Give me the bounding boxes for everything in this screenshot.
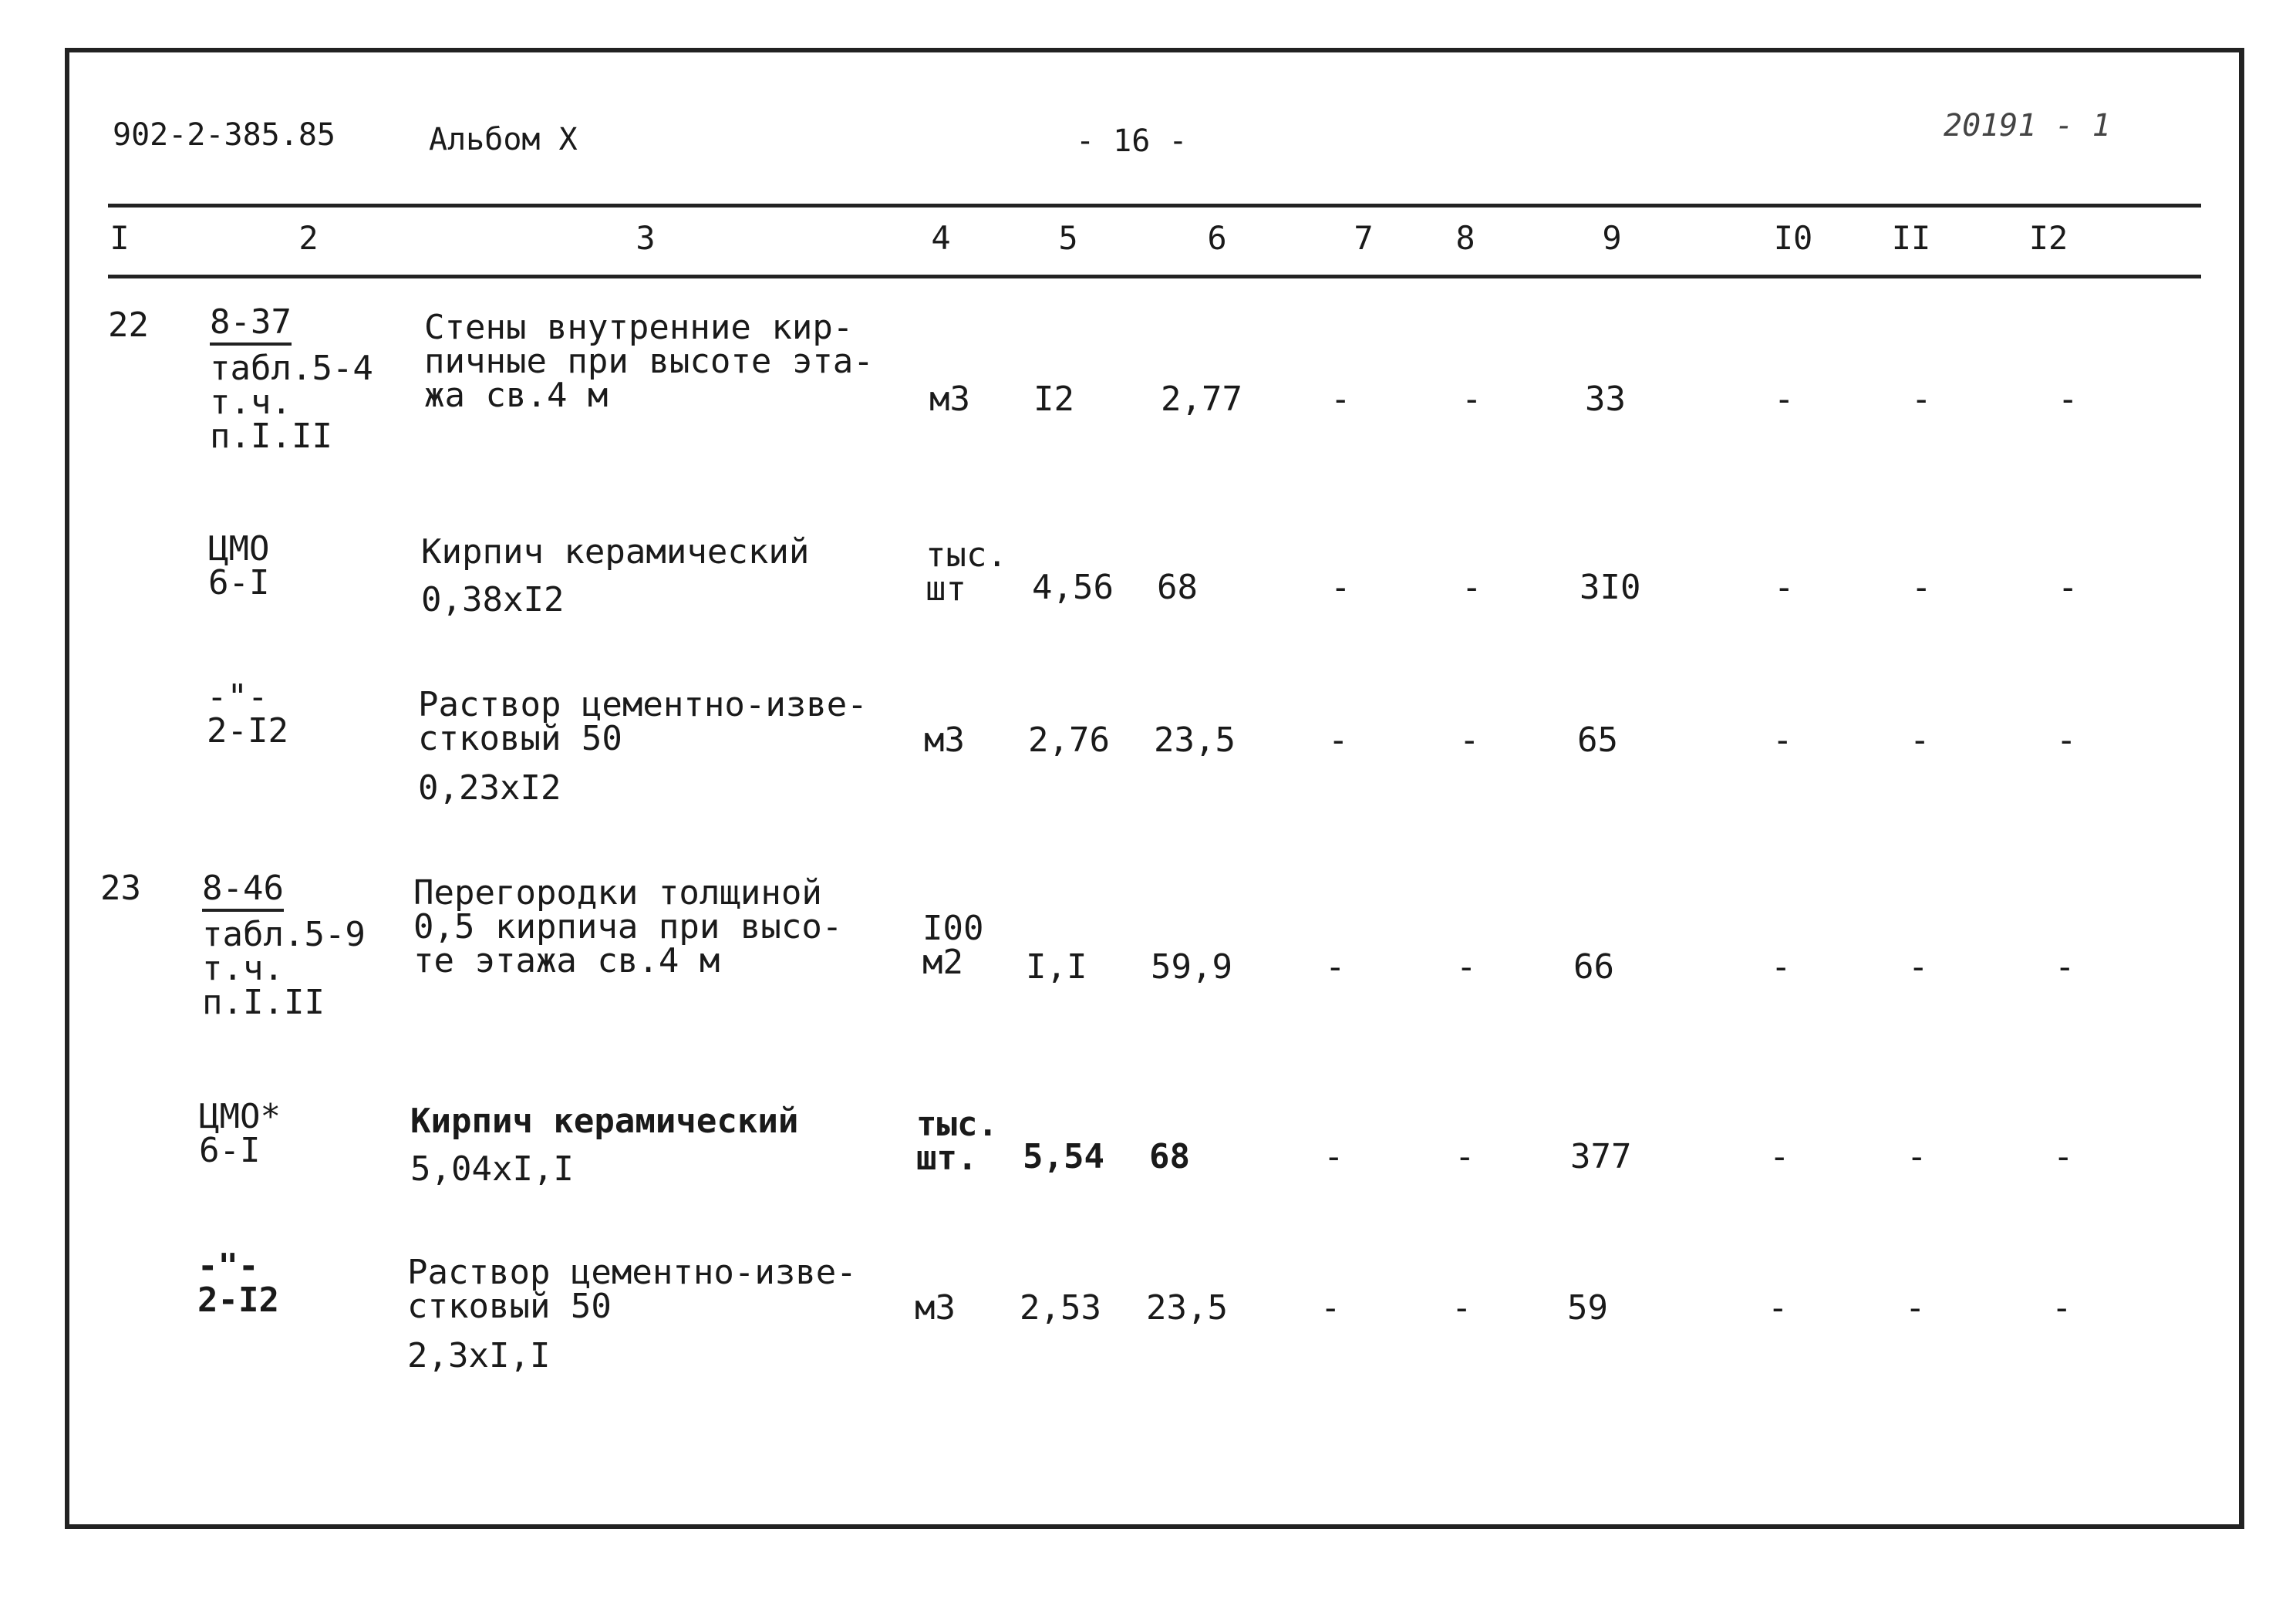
col-num-11: II xyxy=(1891,219,1931,257)
col9-value: 3I0 xyxy=(1580,568,1641,607)
col-num-4: 4 xyxy=(931,219,951,257)
reference-cell: -"- 2-I2 xyxy=(197,1247,279,1320)
album-label: Альбом X xyxy=(429,122,578,157)
unit-cell: I00 м2 xyxy=(922,909,984,982)
unit-cell: м3 xyxy=(924,720,965,760)
col8-value: - xyxy=(1462,380,1482,419)
col5-value: 2,76 xyxy=(1028,720,1110,760)
col5-value: 2,53 xyxy=(1020,1288,1101,1328)
reference-cell: 8-46 табл.5-9 т.ч. п.I.II xyxy=(202,869,366,1022)
col8-value: - xyxy=(1459,720,1480,760)
col-num-10: I0 xyxy=(1773,219,1813,257)
col8-value: - xyxy=(1455,1137,1475,1176)
col10-value: - xyxy=(1771,947,1792,987)
col12-value: - xyxy=(2056,720,2077,760)
col-num-6: 6 xyxy=(1207,219,1227,257)
col6-value: 23,5 xyxy=(1146,1288,1228,1328)
unit-cell: тыс. шт xyxy=(925,535,1007,609)
col-num-5: 5 xyxy=(1058,219,1078,257)
col9-value: 66 xyxy=(1573,947,1614,987)
col7-value: - xyxy=(1320,1288,1341,1328)
col12-value: - xyxy=(2058,380,2079,419)
col11-value: - xyxy=(1911,380,1932,419)
col11-value: - xyxy=(1911,568,1932,607)
col10-value: - xyxy=(1769,1137,1790,1176)
col5-value: I,I xyxy=(1026,947,1087,987)
col9-value: 377 xyxy=(1570,1137,1632,1176)
col10-value: - xyxy=(1772,720,1793,760)
col11-value: - xyxy=(1905,1288,1926,1328)
document-code: 902-2-385.85 xyxy=(113,117,335,153)
col12-value: - xyxy=(2055,947,2075,987)
unit-cell: тыс. шт. xyxy=(916,1105,998,1178)
header-rule-bottom xyxy=(108,275,2201,278)
col8-value: - xyxy=(1451,1288,1472,1328)
col7-value: - xyxy=(1328,720,1349,760)
col6-value: 68 xyxy=(1149,1137,1190,1176)
description-cell: Стены внутренние кир- пичные при высоте эта- жа св.4 м xyxy=(424,308,874,415)
description-extra: 2,3хI,I xyxy=(407,1336,551,1375)
description-cell: Раствор цементно-изве- стковый 50 xyxy=(407,1253,857,1326)
col9-value: 65 xyxy=(1577,720,1618,760)
col8-value: - xyxy=(1456,947,1477,987)
col10-value: - xyxy=(1768,1288,1789,1328)
stamp-number: 20191 - 1 xyxy=(1944,108,2111,143)
col10-value: - xyxy=(1774,568,1795,607)
reference-cell: -"- 2-I2 xyxy=(207,677,288,751)
col12-value: - xyxy=(2052,1288,2072,1328)
page-number: - 16 - xyxy=(1076,123,1188,159)
description-cell: Кирпич керамический xyxy=(410,1102,799,1141)
col7-value: - xyxy=(1330,380,1351,419)
col11-value: - xyxy=(1908,947,1929,987)
row-number: 23 xyxy=(100,869,141,908)
col7-value: - xyxy=(1323,1137,1344,1176)
col-num-12: I2 xyxy=(2028,219,2068,257)
description-extra: 0,38хI2 xyxy=(421,580,565,619)
col12-value: - xyxy=(2058,568,2079,607)
col12-value: - xyxy=(2053,1137,2074,1176)
col7-value: - xyxy=(1325,947,1346,987)
reference-cell: ЦМО 6-I xyxy=(208,529,270,602)
col5-value: I2 xyxy=(1033,380,1074,419)
description-extra: 0,23хI2 xyxy=(418,768,561,808)
reference-cell: 8-37 табл.5-4 т.ч. п.I.II xyxy=(210,302,373,456)
col9-value: 59 xyxy=(1567,1288,1608,1328)
col8-value: - xyxy=(1462,568,1482,607)
col5-value: 5,54 xyxy=(1023,1137,1104,1176)
col-num-3: 3 xyxy=(636,219,656,257)
description-cell: Кирпич керамический xyxy=(421,532,810,572)
reference-cell: ЦМО* 6-I xyxy=(199,1097,281,1170)
col7-value: - xyxy=(1330,568,1351,607)
col10-value: - xyxy=(1774,380,1795,419)
header-rule-top xyxy=(108,204,2201,208)
unit-cell: м3 xyxy=(915,1288,956,1328)
col-num-9: 9 xyxy=(1602,219,1622,257)
col6-value: 2,77 xyxy=(1161,380,1242,419)
col6-value: 68 xyxy=(1157,568,1198,607)
col6-value: 59,9 xyxy=(1151,947,1232,987)
col9-value: 33 xyxy=(1585,380,1626,419)
col-num-2: 2 xyxy=(298,219,319,257)
col-num-1: I xyxy=(110,219,130,257)
col-num-7: 7 xyxy=(1354,219,1374,257)
row-number: 22 xyxy=(108,305,149,345)
description-extra: 5,04хI,I xyxy=(410,1149,574,1189)
col11-value: - xyxy=(1910,720,1930,760)
col6-value: 23,5 xyxy=(1154,720,1236,760)
unit-cell: м3 xyxy=(929,380,970,419)
description-cell: Раствор цементно-изве- стковый 50 xyxy=(418,685,868,758)
col-num-8: 8 xyxy=(1455,219,1475,257)
col11-value: - xyxy=(1907,1137,1927,1176)
col5-value: 4,56 xyxy=(1032,568,1114,607)
description-cell: Перегородки толщиной 0,5 кирпича при высо- те этажа св.4 м xyxy=(413,873,843,980)
